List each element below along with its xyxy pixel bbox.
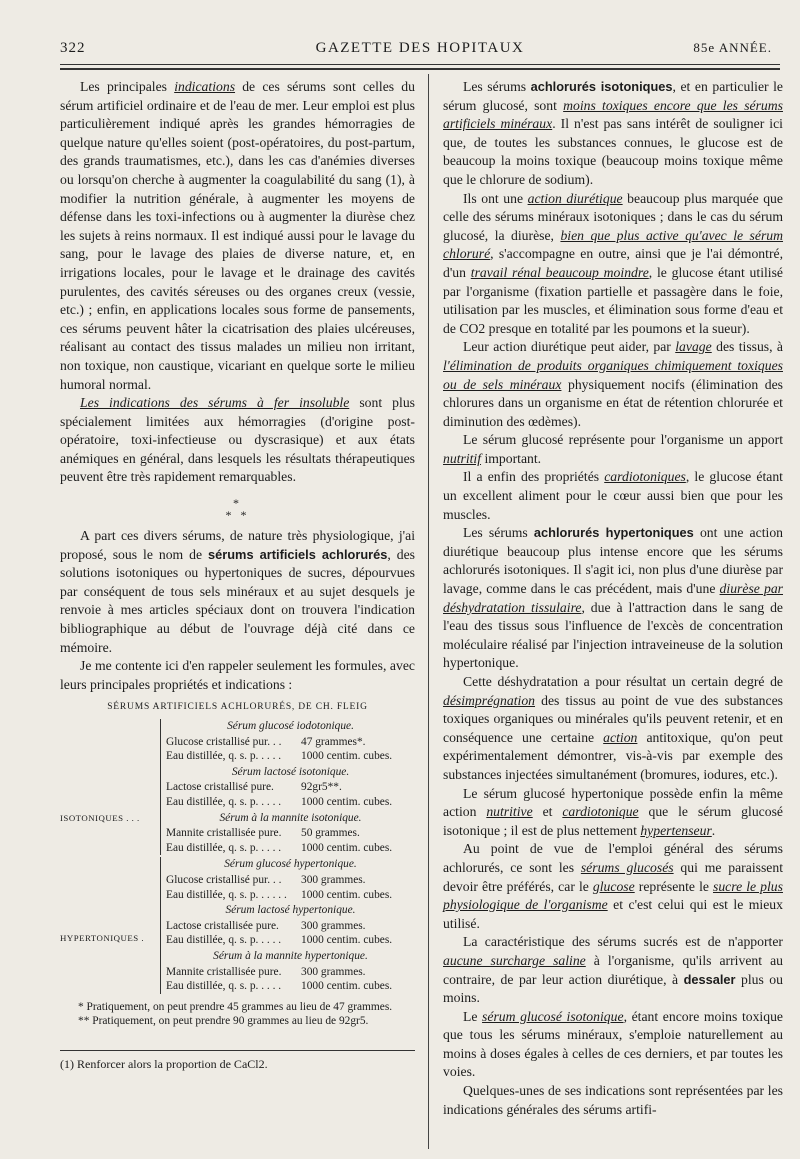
- formula-line: Eau distillée, q. s. p. . . . . 1000 centim. cubes.: [166, 980, 393, 993]
- formula-name: Sérum glucosé hypertonique.: [224, 858, 357, 871]
- formula-line: Eau distillée, q. s. p. . . . . 1000 centim. cubes.: [166, 795, 393, 808]
- group-label: HYPERTONIQUES .: [60, 933, 145, 944]
- table-note-1: * Pratiquement, on peut prendre 45 grammes au lieu de 47 grammes.: [78, 1000, 393, 1013]
- footnote: (1) Renforcer alors la proportion de CaCl2.: [60, 1056, 268, 1071]
- paragraph-isotoniques: Les sérums achlorurés isotoniques, et en particulier le sérum glucosé, sont moins toxiques encore que les sérums artificiels minéraux. Il n'est pas sans intérêt de souligner ici que, de toutes les substances connues, le glucose est de beaucoup la moins toxique (beaucoup moins toxique même que le chlorure de sodium).: [443, 79, 783, 187]
- formula-table: [60, 700, 415, 993]
- paragraph-lavage: Leur action diurétique peut aider, par lavage des tissus, à l'élimination de produits organiques chimiquement toxiques ou de sels minéraux physiquement nocifs (élimination des chlorures dans un organisme en état de rétention chlorurée et diminution des œdèmes).: [443, 339, 784, 429]
- formula-line: Mannite cristallisée pure. 50 grammes.: [166, 827, 360, 840]
- formula-line: Glucose cristallisé pur. . . 47 grammes*.: [166, 735, 366, 748]
- formula-name: Sérum lactosé isotonique.: [231, 765, 350, 778]
- formula-name: Sérum glucosé iodotonique.: [227, 720, 354, 732]
- formula-line: Mannite cristallisée pure. 300 grammes.: [166, 965, 366, 978]
- table-notes: [60, 1000, 415, 1028]
- paragraph-nutritif: Le sérum glucosé représente pour l'organisme un apport nutritif important.: [443, 432, 783, 466]
- formula-line: Eau distillée, q. s. p. . . . . 1000 centim. cubes.: [166, 841, 393, 854]
- paragraph-hypertenseur: Le sérum glucosé hypertonique possède enfin la même action nutritive et cardiotonique que le sérum glucosé isotonique ; il est de plus nettement hypertenseur.: [443, 785, 783, 838]
- formula-line: Eau distillée, q. s. p. . . . . 1000 centim. cubes.: [166, 934, 393, 947]
- paragraph-caracteristique: La caractéristique des sérums sucrés est de n'apporter aucune surcharge saline à l'organisme, qu'ils arrivent au contraire, de par leur action diurétique, à dessaler plus ou moins.: [443, 934, 783, 1006]
- group-hypertoniques: [60, 857, 415, 993]
- header-rule-thick: [60, 68, 780, 70]
- paragraph-fer-insoluble: Les indications des sérums à fer insoluble sont plus spécialement limitées aux hémorragies (d'origine post-opératoire, toxi-infectieuse ou dyscrasique) et aux états anémiques en général, dans lesquels les résultats thérapeutiques peuvent être très rapidement remarquables.: [60, 395, 415, 485]
- column-divider: [428, 74, 429, 1149]
- page-header: [60, 40, 780, 62]
- formula-line: Glucose cristallisé pur. . . 300 grammes.: [166, 873, 366, 886]
- paragraph-deshydratation: Cette déshydratation a pour résultat un certain degré de désimprégnation des tissus au point de vue des substances toxiques organiques ou minérales qu'ils peuvent retenir, et en conséquence une certaine action antitoxique, qu'on peut expérimentalement démontrer, vis-à-vis par exemple des substances injectées simultanément (bromures, iodures, etc.).: [443, 674, 783, 782]
- page-number: 322: [60, 40, 86, 56]
- left-column: [60, 78, 415, 1073]
- formula-name: Sérum à la mannite isotonique.: [219, 811, 362, 824]
- paragraph-cardiotoniques: Il a enfin des propriétés cardiotoniques, le glucose étant un excellent aliment pour le cœur aussi bien que pour les muscles.: [443, 469, 783, 522]
- table-title: SÉRUMS ARTIFICIELS ACHLORURÉS, DE CH. FLEIG: [107, 702, 368, 713]
- paragraph-indications: Les principales indications de ces sérums sont celles du sérum artificiel ordinaire et de l'eau de mer. Leur emploi est plus particulièrement indiqué après les grandes hémorragies de quelque nature qu'elles soient (post-opératoires, du post-partum, des grands traumatismes, etc.), dans les cas d'anémies diverses ou lorsqu'on cherche à augmenter la coagulabilité du sang (1), à modifier la nutrition générale, à augmenter les moyens de défense dans les toxi-infections ou à augmenter la diurèse chez les sujets à reins normaux. Il est indiqué aussi pour le lavage du sang, pour le lavage des plaies de diverse nature, et, en irrigations locales, pour le lavage et le drainage des cavités purulentes, des cavités séreuses ou des organes creux (vessie, etc.) ; enfin, en applications locales sous forme de pansements, ces sérums peuvent hâter la cicatrisation des plaies ulcéreuses, réalisant au contact des tissus malades un milieu non irritant, non toxique, non caustique, vicariant en quelque sorte le milieu humoral normal.: [60, 79, 415, 392]
- formula-name: Sérum lactosé hypertonique.: [225, 904, 356, 917]
- formula-name: Sérum à la mannite hypertonique.: [213, 949, 368, 962]
- formula-line: Eau distillée, q. s. p. . . . . 1000 centim. cubes.: [166, 750, 393, 763]
- formula-line: Eau distillée, q. s. p. . . . . . 1000 centim. cubes.: [166, 888, 393, 901]
- paragraph-glucose-isotonique: Le sérum glucosé isotonique, étant encore moins toxique que tous les sérums minéraux, s'emploie naturellement au moins à doses égales à celles de ces derniers, et par toutes les voies.: [443, 1008, 783, 1080]
- group-isotoniques: [60, 719, 415, 855]
- paragraph-hypertoniques: Les sérums achlorurés hypertoniques ont une action diurétique beaucoup plus intense encore que les sérums achlorurés isotoniques. Il s'agit ici, non plus d'une diurèse par lavage, comme dans le cas précédent, mais d'une diurèse par déshydratation tissulaire, due à l'attraction dans le sang de l'eau des tissus sous l'influence de l'excès de concentration moléculaire réalisé par l'injection intraveineuse de la solution hypertonique.: [443, 525, 784, 671]
- volume-year: 85e ANNÉE.: [693, 40, 772, 55]
- section-separator: * * *: [225, 496, 250, 523]
- table-note-2: ** Pratiquement, on peut prendre 90 grammes au lieu de 92gr5.: [78, 1014, 369, 1027]
- paragraph-diuretique: Ils ont une action diurétique beaucoup plus marquée que celle des sérums minéraux isotoniques ; dans le cas du sérum glucosé, la diurèse, bien que plus active qu'avec le sérum chloruré, s'accompagne en outre, ainsi que je l'ai démontré, d'un travail rénal beaucoup moindre, le glucose étant utilisé par l'organisme (fixation partielle et passagère dans le foie, utilisation par les muscles, et élimination sous forme d'eau et de CO2 presque en totalité par les poumons et la sueur).: [443, 190, 784, 336]
- group-label: ISOTONIQUES . . .: [60, 813, 140, 823]
- paragraph-achlorures: A part ces divers sérums, de nature très physiologique, j'ai proposé, sous le nom de sérums artificiels achlorurés, des solutions isotoniques ou hypertoniques de sucres, dépourvues par conséquent de tous sels minéraux et au sujet desquels je renvoie à mes articles spéciaux dont on trouvera l'indication bibliographique au début de l'ouvrage déjà cité dans ce mémoire.: [60, 528, 416, 655]
- paragraph-formules: Je me contente ici d'en rappeler seulement les formules, avec leurs principales propriétés et indications :: [60, 658, 415, 692]
- formula-line: Lactose cristallisé pure. 92gr5**.: [166, 781, 342, 794]
- paragraph-indications-generales: Quelques-unes de ses indications sont représentées par les indications générales des sérums artifi-: [443, 1083, 783, 1117]
- right-column: [443, 78, 783, 1119]
- footnote-rule: [60, 1050, 415, 1051]
- formula-line: Lactose cristallisée pure. 300 grammes.: [166, 919, 366, 932]
- paragraph-emploi: Au point de vue de l'emploi général des sérums achlorurés, ce sont les sérums glucosés qui me paraissent devoir être préférés, car le glucose représente le sucre le plus physiologique de l'organisme et c'est celui qui est le mieux utilisé.: [443, 841, 783, 931]
- journal-title: GAZETTE DES HOPITAUX: [315, 40, 525, 56]
- header-rule: [60, 64, 780, 65]
